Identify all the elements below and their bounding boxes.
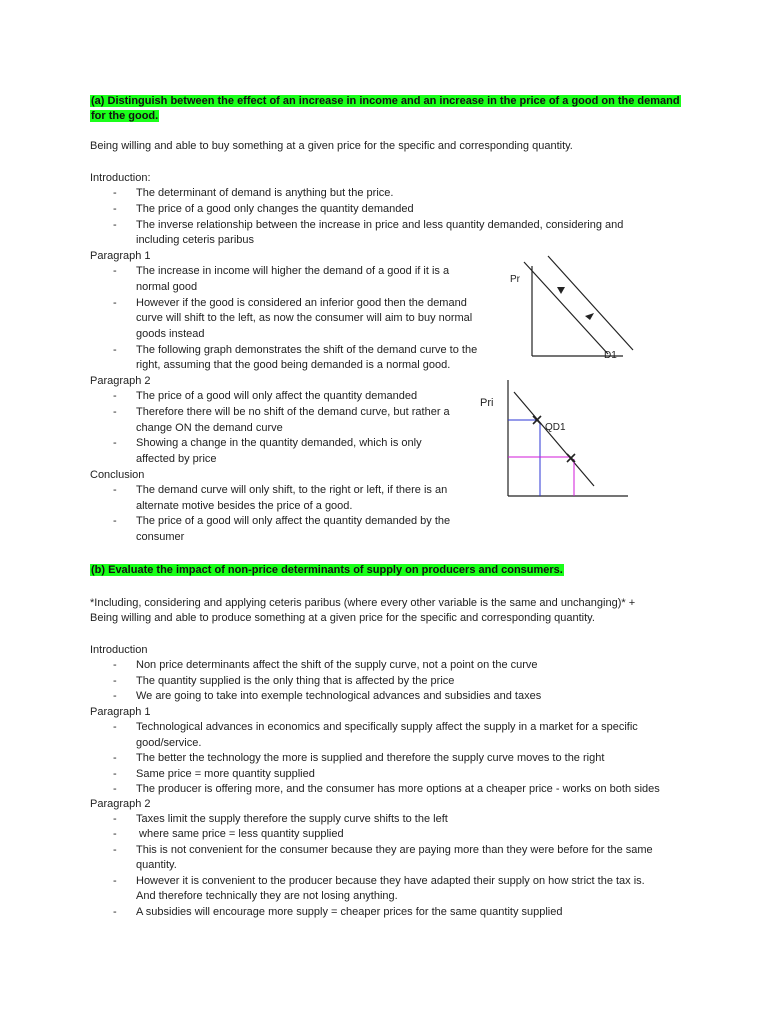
graph2-demand-curve [514,392,594,486]
bullet-dash: - [113,344,117,356]
conclusion-a-item-cont: consumer [136,531,185,543]
bullet-dash: - [113,752,117,764]
definition-b-line2: Being willing and able to produce something at a given price for the specific and corresponding quantity. [90,612,595,624]
para2-a-item-cont: change ON the demand curve [136,422,283,434]
bullet-dash: - [113,219,117,231]
para2-b-item: Taxes limit the supply therefore the supply curve shifts to the left [136,813,448,825]
para2-b-item: where same price = less quantity supplied [136,828,344,840]
intro-b-label: Introduction [90,644,148,656]
para1-b-item: The producer is offering more, and the consumer has more options at a cheaper price - works on both sides [136,783,660,795]
intro-a-item: The determinant of demand is anything but the price. [136,187,394,199]
para2-b-item: This is not convenient for the consumer because they are paying more than they were before for the same [136,844,653,856]
bullet-dash: - [113,437,117,449]
para1-b-item: Same price = more quantity supplied [136,768,315,780]
bullet-dash: - [113,875,117,887]
graph1-y-label: Pr [510,274,520,285]
bullet-dash: - [113,265,117,277]
para1-b-item-cont: good/service. [136,737,202,749]
bullet-dash: - [113,203,117,215]
para1-a-item: However if the good is considered an inferior good then the demand [136,297,467,309]
bullet-dash: - [113,297,117,309]
bullet-dash: - [113,390,117,402]
bullet-dash: - [113,515,117,527]
graph1-curve-label: D1 [604,350,617,361]
para1-b-item: Technological advances in economics and specifically supply affect the supply in a market for a specific [136,721,638,733]
para2-b-item-cont: quantity. [136,859,177,871]
para2-a-item: The price of a good will only affect the quantity demanded [136,390,418,402]
para2-b-label: Paragraph 2 [90,798,151,810]
para1-a-item-cont: right, assuming that the good being demanded is a normal good. [136,359,451,371]
bullet-dash: - [113,675,117,687]
intro-b-item: The quantity supplied is the only thing that is affected by the price [136,675,455,687]
para1-b-label: Paragraph 1 [90,706,151,718]
para1-a-item-cont: curve will shift to the left, as now the consumer will aim to buy normal [136,312,473,324]
bullet-dash: - [113,906,117,918]
intro-a-label: Introduction: [90,172,151,184]
intro-b-item: We are going to take into exemple technological advances and subsidies and taxes [136,690,542,702]
para2-b-item: However it is convenient to the producer because they have adapted their supply on how strict the tax is. [136,875,645,887]
para1-a-label: Paragraph 1 [90,250,151,262]
demand-shift-graph [498,252,668,362]
bullet-dash: - [113,813,117,825]
conclusion-a-label: Conclusion [90,469,145,481]
heading-a-line1: (a) Distinguish between the effect of an increase in income and an increase in the price of a good on the demand [91,95,680,107]
definition-a: Being willing and able to buy something at a given price for the specific and corresponding quantity. [90,140,573,152]
graph2-point-marker [567,454,575,462]
intro-a-item-cont: including ceteris paribus [136,234,255,246]
conclusion-a-item-cont: alternate motive besides the price of a good. [136,500,353,512]
graph1-shift-arrow-head [557,287,565,294]
para2-a-item: Therefore there will be no shift of the demand curve, but rather a [136,406,450,418]
para2-b-item: A subsidies will encourage more supply = cheaper prices for the same quantity supplied [136,906,563,918]
para1-a-item: The increase in income will higher the demand of a good if it is a [136,265,450,277]
para1-a-item-cont: normal good [136,281,198,293]
bullet-dash: - [113,828,117,840]
para1-a-item: The following graph demonstrates the shift of the demand curve to the [136,344,478,356]
bullet-dash: - [113,721,117,733]
intro-a-item: The price of a good only changes the quantity demanded [136,203,414,215]
intro-a-item: The inverse relationship between the increase in price and less quantity demanded, considering and [136,219,624,231]
heading-a-line2: for the good. [91,110,159,122]
para2-a-item: Showing a change in the quantity demanded, which is only [136,437,422,449]
conclusion-a-item: The price of a good will only affect the quantity demanded by the [136,515,451,527]
para1-b-item: The better the technology the more is supplied and therefore the supply curve moves to the right [136,752,605,764]
bullet-dash: - [113,783,117,795]
para1-a-item-cont: goods instead [136,328,205,340]
bullet-dash: - [113,659,117,671]
bullet-dash: - [113,768,117,780]
bullet-dash: - [113,406,117,418]
conclusion-a-item: The demand curve will only shift, to the right or left, if there is an [136,484,448,496]
bullet-dash: - [113,187,117,199]
graph1-shift-arrow-head [585,313,594,320]
definition-b-line1: *Including, considering and applying ceteris paribus (where every other variable is the same and unchanging)* + [90,597,636,609]
para2-a-label: Paragraph 2 [90,375,151,387]
intro-b-item: Non price determinants affect the shift of the supply curve, not a point on the curve [136,659,538,671]
para2-b-item-cont: And therefore technically they are not losing anything. [136,890,398,902]
bullet-dash: - [113,844,117,856]
heading-b: (b) Evaluate the impact of non-price determinants of supply on producers and consumers. [91,564,563,576]
bullet-dash: - [113,484,117,496]
graph2-curve-label: QD1 [545,422,566,433]
graph2-y-label: Pri [480,397,494,409]
para2-a-item-cont: affected by price [136,453,217,465]
quantity-demanded-graph [478,378,638,503]
bullet-dash: - [113,690,117,702]
